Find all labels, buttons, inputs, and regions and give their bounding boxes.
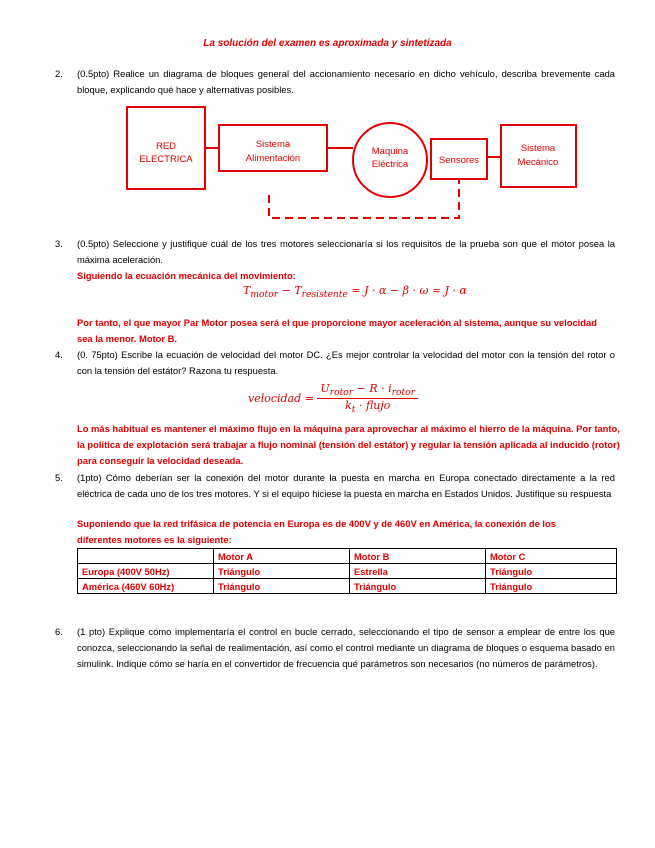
table-cell: Triángulo <box>486 579 617 594</box>
sa-label-1: Sistema <box>255 139 291 150</box>
red-label-1: RED <box>155 141 177 152</box>
sistema-mecanico-block <box>501 125 576 187</box>
question-6 <box>55 624 615 672</box>
question-text: (0. 75pto) Escribe la ecuación de velocidad del motor DC. ¿Es mejor controlar la velocidad del motor con la tensión del rotor o con la tensión del estátor? Razona tu respuesta. <box>77 349 615 376</box>
table-row <box>78 579 617 594</box>
table-header-row <box>78 549 617 564</box>
motor-connection-table <box>77 548 617 594</box>
table-header-cell: Motor A <box>214 549 350 564</box>
question-text: (1 pto) Explique cómo implementaría el control en bucle cerrado, seleccionando el tipo de sensor a emplear de entre los que conozca, seleccionando la señal de realimentación, así como el control mediante un diagrama de bloques o esquema basado en simulink. Indique cómo se haría en el convertidor de frecuencia qué parámetros son necesarios (no números de parámetros). <box>77 626 615 669</box>
question-number: 4. <box>55 349 63 360</box>
feedback-path <box>269 179 459 218</box>
question-number: 2. <box>55 68 63 79</box>
block-diagram <box>120 105 580 225</box>
me-label-1: Maquina <box>371 146 409 157</box>
formula-denominator: $k_t$ · flujo <box>345 399 391 416</box>
table-cell: Triángulo <box>214 564 350 579</box>
red-label-2: ELECTRICA <box>139 154 193 165</box>
table-cell: Triángulo <box>214 579 350 594</box>
table-cell: Estrella <box>350 564 486 579</box>
q4-formula <box>248 382 418 415</box>
q3-formula: $T_{motor} - T_{resistente} = J \cdot \alpha - \beta \cdot \omega \approx J \cdot \alpha$ <box>243 284 467 301</box>
page-header: La solución del examen es aproximada y sintetizada <box>203 38 452 49</box>
table-cell: Triángulo <box>350 579 486 594</box>
question-number: 5. <box>55 472 63 483</box>
formula-fraction <box>317 382 418 415</box>
question-5 <box>55 470 615 502</box>
sensores-label: Sensores <box>438 155 480 166</box>
question-text: (1pto) Cómo deberían ser la conexión del motor durante la puesta en marcha en Europa conectado directamente a la red eléctrica de cada uno de los tres motores. Y si el equipo hiciese la puesta en marcha en Estados Unidos. Justifique su respuesta <box>77 472 615 499</box>
table-cell: Europa (400V 50Hz) <box>78 564 214 579</box>
table-cell: Triángulo <box>486 564 617 579</box>
table-cell: América (460V 60Hz) <box>78 579 214 594</box>
question-2 <box>55 66 615 98</box>
me-label-2: Eléctrica <box>371 159 409 170</box>
formula-lhs: velocidad = <box>248 392 314 406</box>
q4-answer: Lo más habitual es mantener el máximo flujo en la máquina para aprovechar al máximo el hierro de la máquina. Por tanto, la política de explotación será trabajar a flujo nominal (tensión del estátor) y regular la tensión aplicada al inducido (rotor) para conseguir la velocidad deseada. <box>77 423 620 466</box>
question-text: (0.5pto) Seleccione y justifique cuál de los tres motores seleccionaría si los requisitos de la prueba son que el motor posea la máxima aceleración. <box>77 238 615 265</box>
table-header-cell <box>78 549 214 564</box>
sm-label-2: Mecánico <box>517 157 559 168</box>
table-header-cell: Motor C <box>486 549 617 564</box>
table-header-cell: Motor B <box>350 549 486 564</box>
question-text: (0.5pto) Realice un diagrama de bloques general del accionamiento necesario en dicho vehículo, describa brevemente cada bloque, explicando qué hace y alternativas posibles. <box>77 68 615 95</box>
q3-answer-conclusion: Por tanto, el que mayor Par Motor posea será el que proporcione mayor aceleración al sistema, aunque su velocidad sea la menor. Motor B. <box>77 317 597 344</box>
formula-numerator: $U_{rotor} - R \cdot i_{rotor}$ <box>317 382 418 399</box>
q3-answer-intro: Siguiendo la ecuación mecánica del movimiento: <box>77 270 296 281</box>
question-3 <box>55 236 615 268</box>
question-number: 3. <box>55 238 63 249</box>
q5-answer: Suponiendo que la red trifásica de potencia en Europa es de 400V y de 460V en América, la conexión de los diferentes motores es la siguiente: <box>77 518 556 545</box>
sa-label-2: Alimentación <box>245 153 301 164</box>
table-row <box>78 564 617 579</box>
question-number: 6. <box>55 626 63 637</box>
sm-label-1: Sistema <box>520 143 556 154</box>
question-4 <box>55 347 615 379</box>
